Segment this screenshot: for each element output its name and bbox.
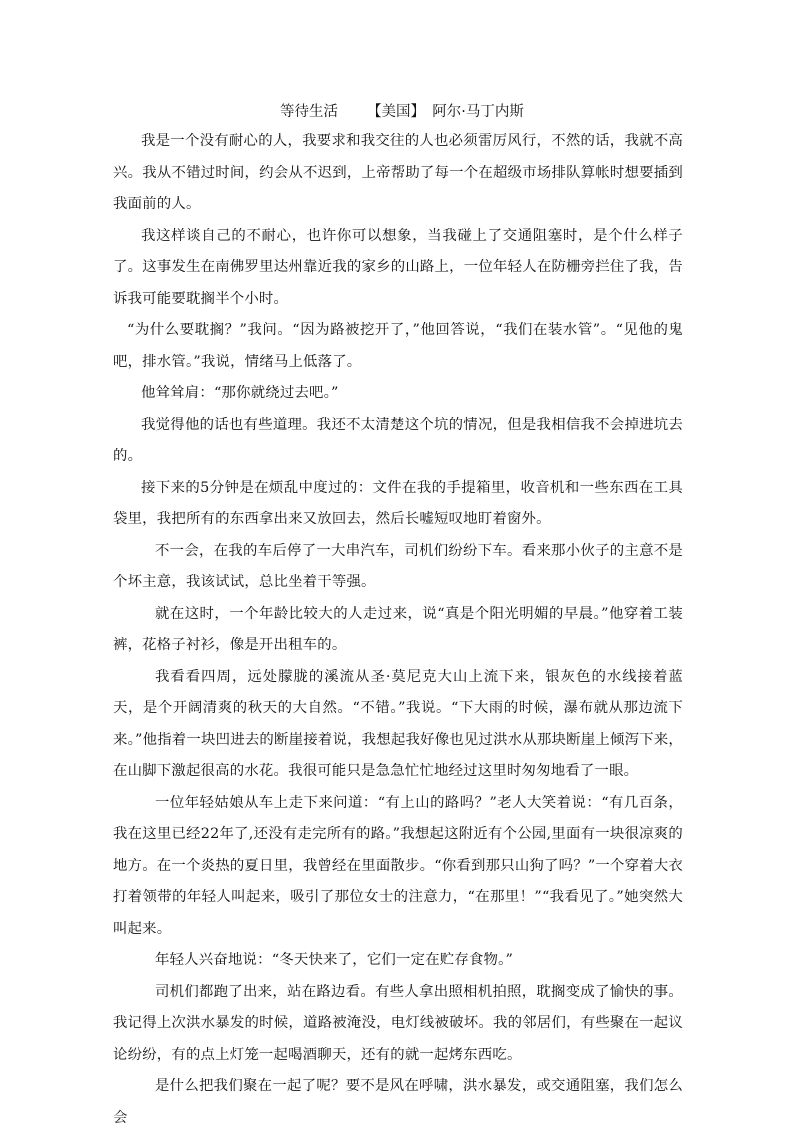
author-name: 阿尔·马丁内斯 [432,104,524,120]
paragraph-2: 我这样谈自己的不耐心，也许你可以想象，当我碰上了交通阻塞时，是个什么样子了。这事发生在南佛罗里达州靠近我的家乡的山路上，一位年轻人在防栅旁拦住了我，告诉我可能要耽搁半个小时。 [113,227,683,307]
article-header [113,98,683,126]
paragraph-4: 他耸耸肩：“那你就绕过去吧。” [141,385,339,401]
paragraph-11: 年轻人兴奋地说：“冬天快来了，它们一定在贮存食物。” [155,952,514,968]
paragraph-13: 是什么把我们聚在一起了呢？要不是风在呼啸，洪水暴发，或交通阻塞，我们怎么会 [113,1078,683,1126]
paragraph-10: 一位年轻姑娘从车上走下来问道：“有上山的路吗？”老人大笑着说：“有几百条，我在这里已经22年了,还没有走完所有的路。”我想起这附近有个公园,里面有一块很凉爽的地方。在一个炎热的夏日里，我曾经在里面散步。“你看到那只山狗了吗？”一个穿着大衣打着领带的年轻人叫起来，吸引了那位女士的注意力，“在那里！”“我看见了。”她突然大叫起来。 [113,794,683,937]
paragraph-5: 我觉得他的话也有些道理。我还不太清楚这个坑的情况，但是我相信我不会掉进坑去的。 [113,416,683,464]
paragraph-6: 接下来的5分钟是在烦乱中度过的：文件在我的手提箱里，收音机和一些东西在工具袋里，我把所有的东西拿出来又放回去，然后长嘘短叹地盯着窗外。 [113,479,683,527]
paragraph-3: “为什么要耽搁？”我问。“因为路被挖开了，”他回答说，“我们在装水管”。“见他的鬼吧，排水管。”我说，情绪马上低落了。 [113,322,683,370]
paragraph-1: 我是一个没有耐心的人，我要求和我交往的人也必须雷厉风行，不然的话，我就不高兴。我从不错过时间，约会从不迟到，上帝帮助了每一个在超级市场排队算帐时想要插到我面前的人。 [113,133,683,212]
article-title: 等待生活 [280,104,338,120]
paragraph-8: 就在这时，一个年龄比较大的人走过来，说“真是个阳光明媚的早晨。”他穿着工装裤，花格子衬衫，像是开出租车的。 [113,605,683,653]
document-page [113,98,683,1134]
author-country: 【美国】 [367,104,425,120]
paragraph-7: 不一会，在我的车后停了一大串汽车，司机们纷纷下车。看来那小伙子的主意不是个坏主意，我该试试，总比坐着干等强。 [113,542,683,590]
paragraph-9: 我看看四周，远处朦胧的溪流从圣·莫尼克大山上流下来，银灰色的水线接着蓝天，是个开阔清爽的秋天的大自然。“不错。”我说。“下大雨的时候，瀑布就从那边流下来。”他指着一块凹进去的断崖接着说，我想起我好像也见过洪水从那块断崖上倾泻下来，在山脚下激起很高的水花。我很可能只是急急忙忙地经过这里时匆匆地看了一眼。 [113,668,683,779]
paragraph-12: 司机们都跑了出来，站在路边看。有些人拿出照相机拍照，耽搁变成了愉快的事。我记得上次洪水暴发的时候，道路被淹没，电灯线被破坏。我的邻居们，有些聚在一起议论纷纷，有的点上灯笼一起喝酒聊天，还有的就一起烤东西吃。 [113,983,683,1063]
